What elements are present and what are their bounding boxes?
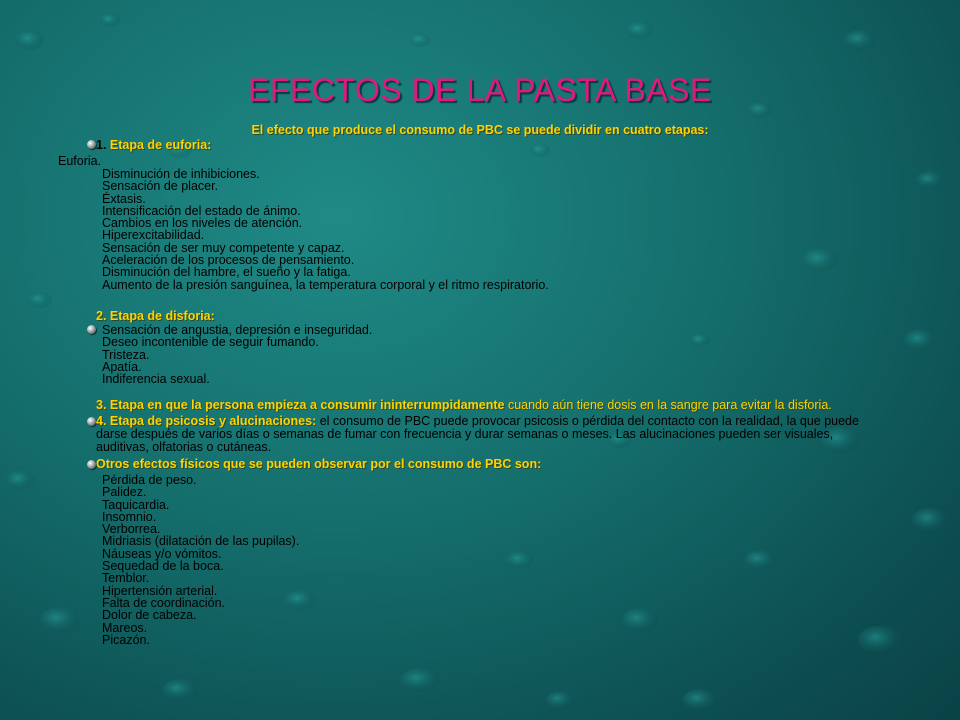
list-item: Éxtasis.: [102, 191, 146, 206]
list-item: Mareos.: [102, 620, 148, 635]
list-item: Hiperexcitabilidad.: [102, 228, 205, 243]
list-item: Deseo incontenible de seguir fumando.: [102, 335, 319, 350]
list-item: Dolor de cabeza.: [102, 608, 197, 623]
list-item: Hipertensión arterial.: [102, 583, 218, 598]
list-item: Tristeza.: [102, 347, 150, 362]
stage2-heading: 2. Etapa de disforia:: [96, 309, 215, 323]
list-item: Sensación de angustia, depresión e inseguridad.: [102, 323, 373, 337]
stage1-heading: [96, 139, 211, 152]
list-item: Midriasis (dilatación de las pupilas).: [102, 534, 300, 549]
stage4-text-2: darse después de varios días o semanas de fumar con frecuencia y durar semanas o meses. Las alucinaciones pueden ser visuales,: [96, 427, 834, 441]
list-item: Cambios en los niveles de atención.: [102, 216, 303, 231]
stage3-line: [96, 399, 832, 412]
list-item: Sensación de placer.: [102, 179, 219, 194]
stage4-heading: 4. Etapa de psicosis y alucinaciones:: [96, 414, 317, 428]
list-item: Náuseas y/o vómitos.: [102, 546, 222, 561]
stage1-lead: Euforia.: [58, 154, 102, 168]
list-item: Falta de coordinación.: [102, 595, 225, 610]
bullet-icon: [87, 417, 96, 426]
stage4-text-3: auditivas, olfatorias o cutáneas.: [96, 440, 272, 454]
list-item: Indiferencia sexual.: [102, 372, 210, 387]
list-item: Disminución del hambre, el sueño y la fatiga.: [102, 265, 351, 280]
list-item: Aceleración de los procesos de pensamiento.: [102, 253, 355, 268]
list-item: Taquicardia.: [102, 497, 170, 512]
others-list: [102, 474, 299, 646]
bullet-icon: [87, 460, 96, 469]
list-item: Intensificación del estado de ánimo.: [102, 203, 301, 218]
bullet-icon: [87, 325, 96, 334]
bullet-icon: [87, 140, 96, 149]
intro-text: El efecto que produce el consumo de PBC se puede dividir en cuatro etapas:: [251, 123, 709, 137]
list-item: Picazón.: [102, 632, 150, 647]
others-heading: Otros efectos físicos que se pueden observar por el consumo de PBC son:: [96, 457, 542, 471]
list-item: Aumento de la presión sanguínea, la temperatura corporal y el ritmo respiratorio.: [102, 277, 549, 292]
list-item: Temblor.: [102, 571, 150, 586]
list-item: Insomnio.: [102, 509, 157, 524]
stage2-list: [102, 324, 372, 385]
list-item: Disminución de inhibiciones.: [102, 167, 260, 181]
list-item: Sequedad de la boca.: [102, 559, 224, 574]
list-item: Palidez.: [102, 485, 147, 500]
stage4-paragraph: [96, 415, 896, 454]
stage4-text-1: el consumo de PBC puede provocar psicosis o pérdida del contacto con la realidad, la que puede: [319, 414, 859, 428]
stage3-heading: 3. Etapa en que la persona empieza a consumir ininterrumpidamente: [96, 398, 505, 412]
stage1-list: [102, 168, 549, 291]
stage3-detail: cuando aún tiene dosis en la sangre para evitar la disforia.: [507, 398, 832, 412]
slide-title: EFECTOS DE LA PASTA BASE: [248, 72, 712, 108]
list-item: Verborrea.: [102, 522, 161, 537]
stage1-title: Etapa de euforia:: [109, 138, 212, 152]
list-item: Sensación de ser muy competente y capaz.: [102, 240, 345, 255]
stage1-number: 1.: [96, 138, 107, 152]
list-item: Pérdida de peso.: [102, 473, 197, 487]
list-item: Apatía.: [102, 359, 142, 374]
